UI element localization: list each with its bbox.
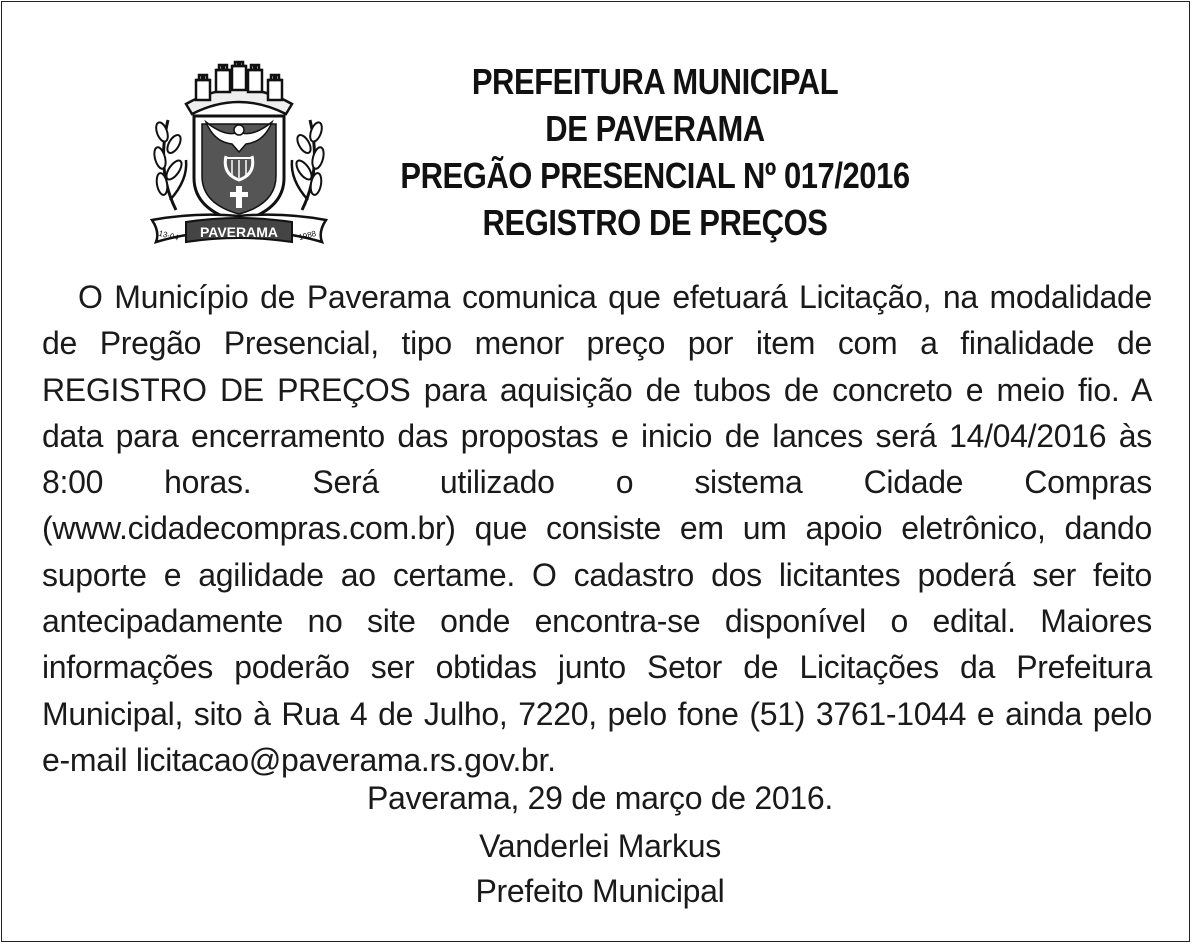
notice-header: [340, 58, 970, 246]
crest-left-date: 13-04: [157, 228, 180, 243]
left-branch: [152, 120, 186, 210]
header-line-1: PREFEITURA MUNICIPAL: [471, 61, 839, 102]
signer-title: Prefeito Municipal: [475, 873, 725, 909]
header-line-3: PREGÃO PRESENCIAL Nº 017/2016: [400, 155, 910, 196]
mural-crown: [186, 62, 292, 114]
crest-banner-text: PAVERAMA: [199, 224, 279, 240]
notice-body-paragraph: O Município de Paverama comunica que efetuará Licitação, na modalidade de Pregão Presencial, tipo menor preço por item com a finalidade de REGISTRO DE PREÇOS para aquisição de tubos de concreto e meio fio. A data para encerramento das propostas e inicio de lances será 14/04/2016 às 8:00 horas. Será utilizado o sistema Cidade Compras (www.cidadecompras.com.br) que consiste em um apoio eletrônico, dando suporte e agilidade ao certame. O cadastro dos licitantes poderá ser feito antecipadamente no site onde encontra-se disponível o edital. Maiores informações poderão ser obtidas junto Setor de Licitações da Prefeitura Municipal, sito à Rua 4 de Julho, 7220, pelo fone (51) 3761-1044 e ainda pelo e-mail licitacao@paverama.rs.gov.br.: [42, 279, 1152, 778]
header-line-4: REGISTRO DE PREÇOS: [482, 202, 828, 243]
coat-of-arms-icon: [146, 60, 332, 252]
date-line: Paverama, 29 de março de 2016.: [367, 780, 833, 816]
shield: [194, 116, 284, 222]
header-line-2: DE PAVERAMA: [545, 108, 765, 149]
crest-right-year: 1988: [297, 229, 318, 243]
signer-name: Vanderlei Markus: [479, 828, 721, 864]
right-branch: [292, 120, 326, 210]
